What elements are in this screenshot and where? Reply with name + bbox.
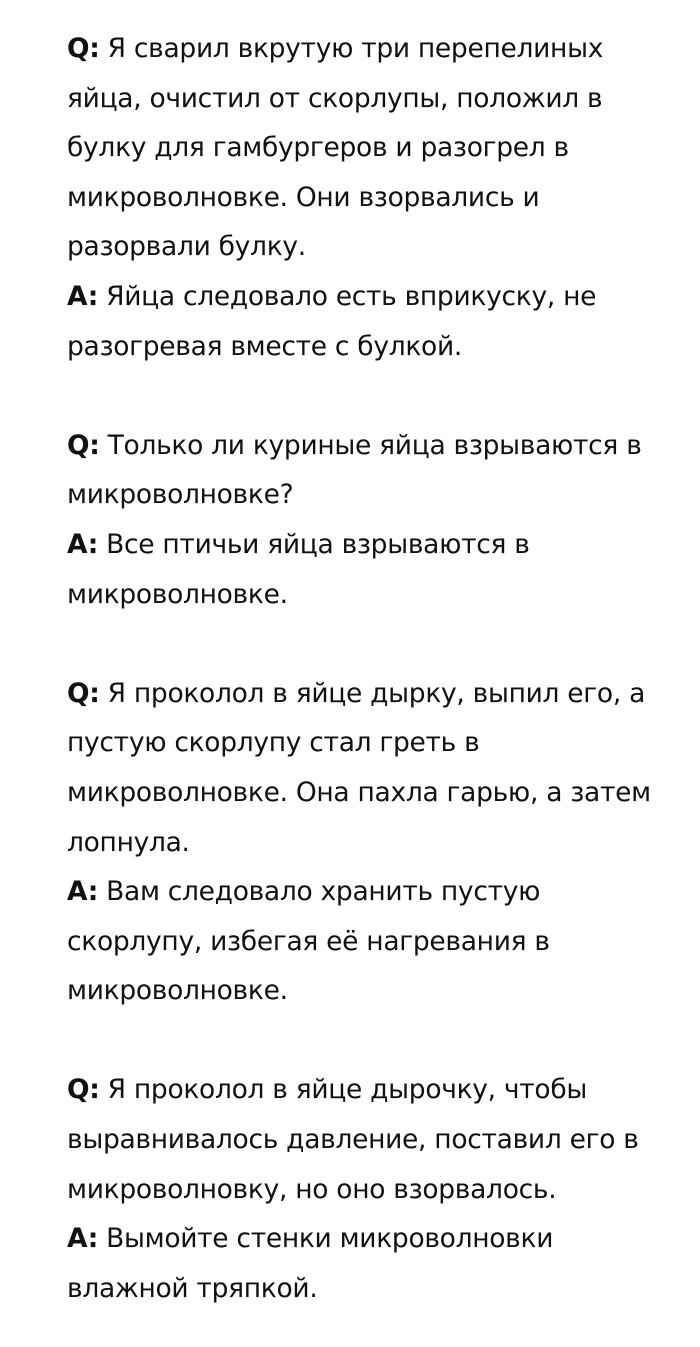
question-tag: Q: — [67, 429, 100, 461]
answer-paragraph — [67, 272, 660, 371]
answer-tag: A: — [67, 876, 98, 908]
answer-paragraph — [67, 520, 660, 619]
question-text: Я проколол в яйце дырочку, чтобы выравнивалось давление, поставил его в микроволновку, но оно взорвалось. — [67, 1074, 639, 1205]
answer-tag: A: — [67, 280, 98, 312]
question-tag: Q: — [67, 33, 100, 64]
question-tag: Q: — [67, 1074, 100, 1106]
question-paragraph — [67, 24, 660, 272]
question-paragraph — [67, 1065, 660, 1214]
answer-text: Яйца следовало есть вприкуску, не разогревая вместе с булкой. — [67, 280, 597, 362]
faq-item — [67, 24, 660, 371]
answer-tag: A: — [67, 1223, 98, 1255]
question-paragraph — [67, 421, 660, 520]
answer-text: Вам следовало хранить пустую скорлупу, избегая её нагревания в микроволновке. — [67, 876, 550, 1007]
answer-tag: A: — [67, 528, 98, 560]
faq-item — [67, 421, 660, 619]
faq-list — [67, 24, 660, 1313]
question-text: Только ли куриные яйца взрываются в микроволновке? — [67, 429, 642, 511]
faq-item — [67, 1065, 660, 1313]
question-paragraph — [67, 669, 660, 867]
answer-text: Все птичьи яйца взрываются в микроволновке. — [67, 528, 530, 610]
question-text: Я сварил вкрутую три перепелиных яйца, очистил от скорлупы, положил в булку для гамбургеров и разогрел в микроволновке. Они взорвались и разорвали булку. — [67, 33, 604, 263]
question-text: Я проколол в яйце дырку, выпил его, а пустую скорлупу стал греть в микроволновке. Она пахла гарью, а затем лопнула. — [67, 677, 651, 858]
answer-text: Вымойте стенки микроволновки влажной тряпкой. — [67, 1223, 554, 1304]
answer-paragraph — [67, 867, 660, 1016]
faq-item — [67, 669, 660, 1016]
question-tag: Q: — [67, 677, 100, 709]
answer-paragraph — [67, 1214, 660, 1313]
